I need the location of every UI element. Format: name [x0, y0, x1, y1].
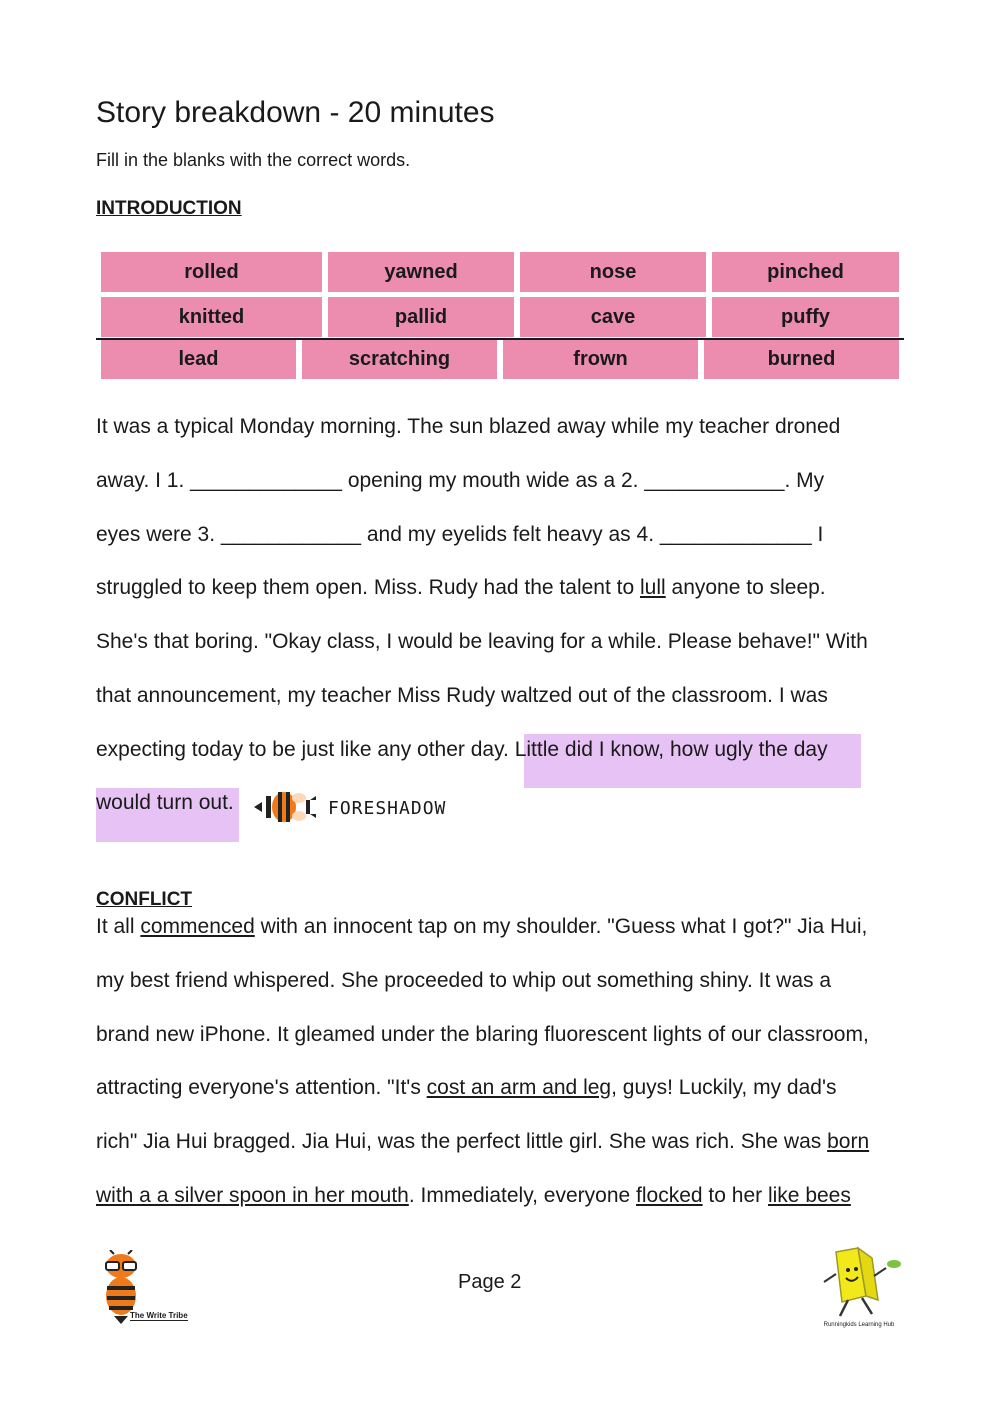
- word-bank-cell: pallid: [328, 297, 514, 337]
- page-number: Page 2: [458, 1271, 522, 1293]
- conflict-heading: CONFLICT: [96, 889, 193, 910]
- word-bank-cell: lead: [101, 340, 296, 379]
- page-title: Story breakdown - 20 minutes: [96, 96, 495, 129]
- vocab-underline: with a a silver spoon in her mouth: [96, 1184, 409, 1207]
- story-line: She's that boring. "Okay class, I would be leaving for a while. Please behave!" With: [96, 630, 868, 653]
- vocab-underline: commenced: [140, 915, 255, 938]
- word-bank-cell: yawned: [328, 252, 514, 292]
- vocab-underline: cost an arm and leg: [426, 1076, 612, 1099]
- word-bank-cell: rolled: [101, 252, 322, 292]
- word-bank-cell: puffy: [712, 297, 899, 337]
- story-line: rich" Jia Hui bragged. Jia Hui, was the perfect little girl. She was rich. She was born: [96, 1130, 870, 1153]
- word-bank-cell: nose: [520, 252, 706, 292]
- story-line: eyes were 3. ____________ and my eyelids felt heavy as 4. _____________ I: [96, 523, 824, 546]
- word-bank-cell: knitted: [101, 297, 322, 337]
- story-line: attracting everyone's attention. "It's cost an arm and leg, guys! Luckily, my dad's: [96, 1076, 837, 1099]
- story-line: struggled to keep them open. Miss. Rudy had the talent to lull anyone to sleep.: [96, 576, 826, 599]
- write-tribe-logo-text: The Write Tribe: [130, 1311, 188, 1320]
- story-line: brand new iPhone. It gleamed under the blaring fluorescent lights of our classroom,: [96, 1023, 869, 1046]
- story-line: It all commenced with an innocent tap on my shoulder. "Guess what I got?" Jia Hui,: [96, 915, 868, 938]
- word-bank-cell: scratching: [302, 340, 497, 379]
- word-bank-cell: cave: [520, 297, 706, 337]
- vocab-underline: flocked: [636, 1184, 703, 1207]
- story-line: away. I 1. _____________ opening my mouth wide as a 2. ____________. My: [96, 469, 825, 492]
- bee-icon: [252, 786, 318, 828]
- word-bank-cell: frown: [503, 340, 698, 379]
- vocab-underline: like bees: [767, 1184, 851, 1207]
- foreshadow-label: FORESHADOW: [328, 798, 447, 819]
- story-line: that announcement, my teacher Miss Rudy waltzed out of the classroom. I was: [96, 684, 828, 707]
- introduction-heading: INTRODUCTION: [96, 198, 242, 219]
- vocab-underline: lull: [640, 576, 666, 599]
- vocab-underline: born: [827, 1130, 870, 1153]
- running-book-icon: [818, 1244, 904, 1320]
- story-line: expecting today to be just like any other day. Little did I know, how ugly the day: [96, 738, 828, 761]
- instruction-text: Fill in the blanks with the correct words.: [96, 150, 411, 170]
- story-line: my best friend whispered. She proceeded to whip out something shiny. It was a: [96, 969, 832, 992]
- story-line: It was a typical Monday morning. The sun blazed away while my teacher droned: [96, 415, 841, 438]
- word-bank-cell: burned: [704, 340, 899, 379]
- story-line: would turn out.: [96, 791, 234, 814]
- word-bank-cell: pinched: [712, 252, 899, 292]
- learning-hub-logo-text: Runningkids Learning Hub: [823, 1322, 895, 1328]
- story-line: with a a silver spoon in her mouth. Immediately, everyone flocked to her like bees: [96, 1184, 851, 1207]
